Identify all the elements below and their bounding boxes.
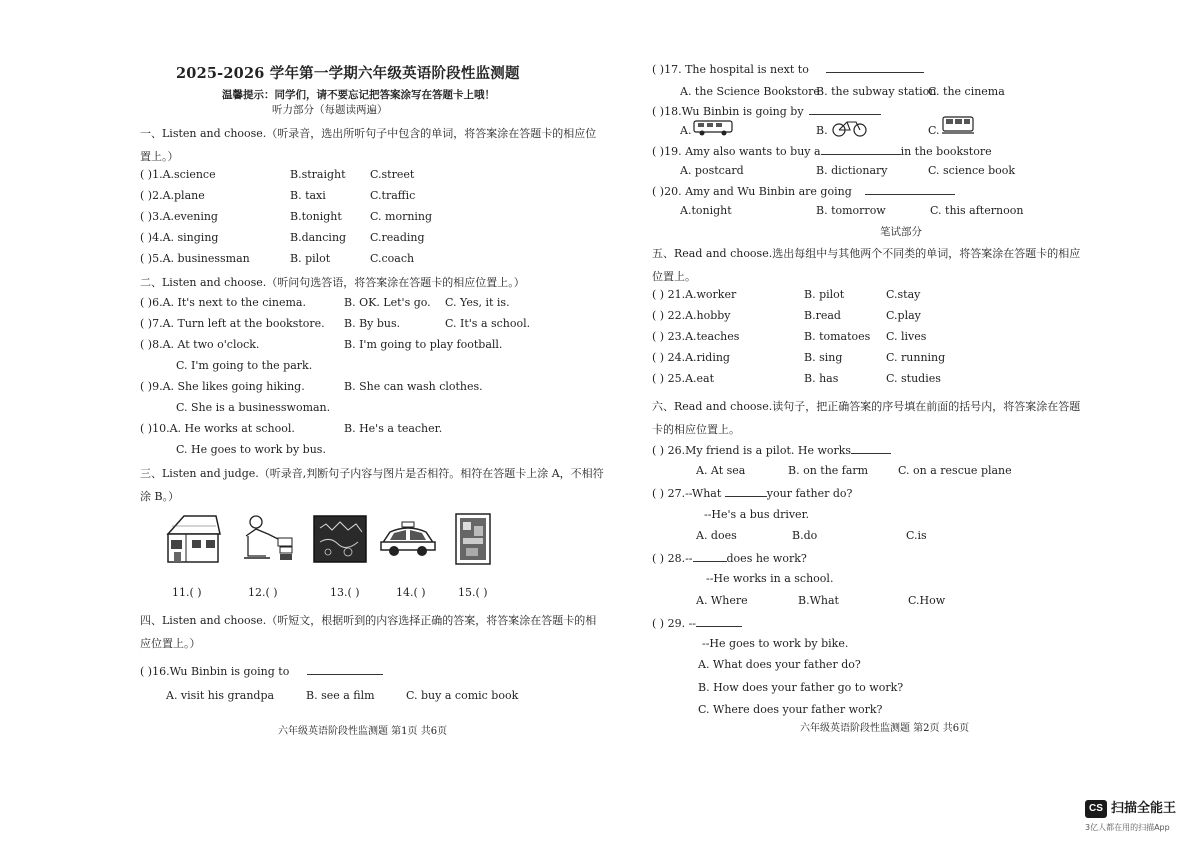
item-14: 14.( )	[396, 586, 426, 599]
question-17: ( )17. The hospital is next to	[652, 62, 924, 77]
question-2-option-c: C.traffic	[370, 189, 416, 202]
question-1-option-c: C.street	[370, 168, 415, 181]
question-28-option-c: C.How	[908, 594, 946, 607]
question-3-option-b: B.tonight	[290, 210, 342, 223]
question-6: ( )6.A. It's next to the cinema.	[140, 296, 306, 309]
question-10-option-c: C. He goes to work by bus.	[176, 443, 326, 456]
question-20: ( )20. Amy and Wu Binbin are going	[652, 184, 955, 199]
question-20-option-c: C. this afternoon	[930, 204, 1024, 217]
question-29-reply: --He goes to work by bike.	[702, 637, 849, 650]
person-writing-picture	[240, 514, 298, 562]
question-18-option-b: B.	[816, 124, 828, 137]
question-8-option-c: C. I'm going to the park.	[176, 359, 313, 372]
answer-blank	[307, 664, 383, 675]
question-22-option-b: B.read	[804, 309, 841, 322]
section-6-heading: 六、Read and choose.读句子，把正确答案的序号填在前面的括号内，将答案涂在答题	[652, 400, 1081, 413]
watermark-brand: 扫描全能王	[1111, 801, 1177, 816]
section-5-heading: 五、Read and choose.选出每组中与其他两个不同类的单词，将答案涂在答题卡的相应	[652, 247, 1081, 260]
question-28-option-a: A. Where	[696, 594, 748, 607]
item-13: 13.( )	[330, 586, 360, 599]
question-16-option-c: C. buy a comic book	[406, 689, 519, 702]
question-19-option-c: C. science book	[928, 164, 1016, 177]
question-1: ( )1.A.science	[140, 168, 216, 181]
question-9: ( )9.A. She likes going hiking.	[140, 380, 305, 393]
question-27: ( ) 27.--What your father do?	[652, 487, 853, 500]
exam-page-2	[600, 0, 1200, 847]
question-21-option-b: B. pilot	[804, 288, 845, 301]
question-7: ( )7.A. Turn left at the bookstore.	[140, 317, 325, 330]
question-4: ( )4.A. singing	[140, 231, 219, 244]
watermark-tagline: 3亿人都在用的扫描App	[1085, 823, 1170, 832]
question-27-option-a: A. does	[696, 529, 737, 542]
question-29: ( ) 29. --	[652, 616, 742, 631]
question-1-option-b: B.straight	[290, 168, 346, 181]
section-5-heading-cont: 位置上。	[652, 270, 696, 283]
question-27-option-b: B.do	[792, 529, 818, 542]
answer-blank	[809, 104, 881, 115]
question-5-option-c: C.coach	[370, 252, 415, 265]
question-24-option-c: C. running	[886, 351, 946, 364]
question-21-option-c: C.stay	[886, 288, 921, 301]
question-16-option-a: A. visit his grandpa	[166, 689, 275, 702]
question-8-option-b: B. I'm going to play football.	[344, 338, 503, 351]
question-20-option-a: A.tonight	[680, 204, 732, 217]
question-10: ( )10.A. He works at school.	[140, 422, 295, 435]
question-8: ( )8.A. At two o'clock.	[140, 338, 260, 351]
answer-blank	[725, 486, 767, 497]
question-18-option-c: C.	[928, 124, 940, 137]
bicycle-icon	[830, 118, 870, 138]
question-17-option-c: C. the cinema	[928, 85, 1005, 98]
question-27-reply: --He's a bus driver.	[704, 508, 810, 521]
question-29-option-b: B. How does your father go to work?	[698, 681, 904, 694]
question-23: ( ) 23.A.teaches	[652, 330, 740, 343]
question-19: ( )19. Amy also wants to buy a in the bookstore	[652, 145, 992, 158]
question-28-reply: --He works in a school.	[706, 572, 834, 585]
question-3: ( )3.A.evening	[140, 210, 218, 223]
section-2-heading: 二、Listen and choose.（听问句选答语，将答案涂在答题卡的相应位置上。）	[140, 276, 525, 289]
question-26-option-a: A. At sea	[696, 464, 746, 477]
item-15: 15.( )	[458, 586, 488, 599]
question-16: ( )16.Wu Binbin is going to	[140, 664, 383, 679]
taxi-picture	[378, 520, 438, 560]
question-17-option-b: B. the subway station	[816, 85, 937, 98]
answer-blank	[696, 616, 742, 627]
bus-icon	[692, 118, 736, 138]
question-25-option-c: C. studies	[886, 372, 941, 385]
section-3-heading: 三、Listen and judge.（听录音,判断句子内容与图片是否相符。相符在答题卡上涂 A，不相符	[140, 467, 604, 480]
question-25-option-b: B. has	[804, 372, 839, 385]
section-3-heading-cont: 涂 B。）	[140, 490, 180, 503]
question-17-option-a: A. the Science Bookstore	[680, 85, 820, 98]
question-20-option-b: B. tomorrow	[816, 204, 886, 217]
question-7-option-c: C. It's a school.	[445, 317, 531, 330]
question-29-option-a: A. What does your father do?	[698, 658, 861, 671]
section-4-heading: 四、Listen and choose.（听短文，根据听到的内容选择正确的答案，将答案涂在答题卡的相	[140, 614, 597, 627]
question-18: ( )18.Wu Binbin is going by	[652, 104, 881, 119]
section-1-heading-cont: 置上。）	[140, 150, 179, 163]
question-29-option-c: C. Where does your father work?	[698, 703, 883, 716]
item-11: 11.( )	[172, 586, 202, 599]
question-28: ( ) 28.-- does he work?	[652, 552, 807, 565]
question-25: ( ) 25.A.eat	[652, 372, 714, 385]
question-24-option-b: B. sing	[804, 351, 843, 364]
question-26-option-c: C. on a rescue plane	[898, 464, 1012, 477]
question-24: ( ) 24.A.riding	[652, 351, 730, 364]
question-2-option-b: B. taxi	[290, 189, 326, 202]
question-4-option-c: C.reading	[370, 231, 425, 244]
listening-heading: 听力部分（每题读两遍）	[272, 104, 388, 116]
question-9-option-c: C. She is a businesswoman.	[176, 401, 331, 414]
question-7-option-b: B. By bus.	[344, 317, 401, 330]
question-5-option-b: B. pilot	[290, 252, 331, 265]
question-22-option-c: C.play	[886, 309, 921, 322]
question-26-option-b: B. on the farm	[788, 464, 869, 477]
blackboard-picture	[312, 514, 368, 564]
question-9-option-b: B. She can wash clothes.	[344, 380, 483, 393]
question-19-option-b: B. dictionary	[816, 164, 888, 177]
question-2: ( )2.A.plane	[140, 189, 205, 202]
question-26: ( ) 26.My friend is a pilot. He works	[652, 443, 891, 458]
exam-title: 2025-2026 学年第一学期六年级英语阶段性监测题	[176, 65, 520, 82]
answer-blank	[851, 443, 891, 454]
question-28-option-b: B.What	[798, 594, 839, 607]
question-21: ( ) 21.A.worker	[652, 288, 737, 301]
question-19-option-a: A. postcard	[680, 164, 744, 177]
answer-blank	[865, 184, 955, 195]
question-23-option-c: C. lives	[886, 330, 927, 343]
question-5: ( )5.A. businessman	[140, 252, 250, 265]
question-6-option-c: C. Yes, it is.	[445, 296, 510, 309]
question-4-option-b: B.dancing	[290, 231, 347, 244]
writing-heading: 笔试部分	[880, 226, 922, 238]
answer-blank	[693, 551, 727, 562]
section-4-heading-cont: 应位置上。）	[140, 637, 201, 650]
cs-logo-icon: CS	[1085, 800, 1107, 818]
book-picture	[452, 512, 494, 566]
question-22: ( ) 22.A.hobby	[652, 309, 731, 322]
page-2-footer: 六年级英语阶段性监测题 第2页 共6页	[800, 723, 970, 734]
question-3-option-c: C. morning	[370, 210, 433, 223]
house-picture	[162, 512, 222, 564]
question-27-option-c: C.is	[906, 529, 927, 542]
answer-blank	[821, 144, 901, 155]
exam-tip: 温馨提示：同学们，请不要忘记把答案涂写在答题卡上哦！	[222, 89, 495, 101]
question-16-option-b: B. see a film	[306, 689, 375, 702]
answer-blank	[826, 62, 924, 73]
question-18-option-a: A.	[680, 124, 692, 137]
question-23-option-b: B. tomatoes	[804, 330, 871, 343]
question-6-option-b: B. OK. Let's go.	[344, 296, 431, 309]
item-12: 12.( )	[248, 586, 278, 599]
page-1-footer: 六年级英语阶段性监测题 第1页 共6页	[278, 726, 448, 737]
section-6-heading-cont: 卡的相应位置上。	[652, 423, 740, 436]
question-10-option-b: B. He's a teacher.	[344, 422, 443, 435]
subway-train-icon	[940, 114, 976, 136]
section-1-heading: 一、Listen and choose.（听录音，选出所听句子中包含的单词，将答案涂在答题卡的相应位	[140, 127, 597, 140]
